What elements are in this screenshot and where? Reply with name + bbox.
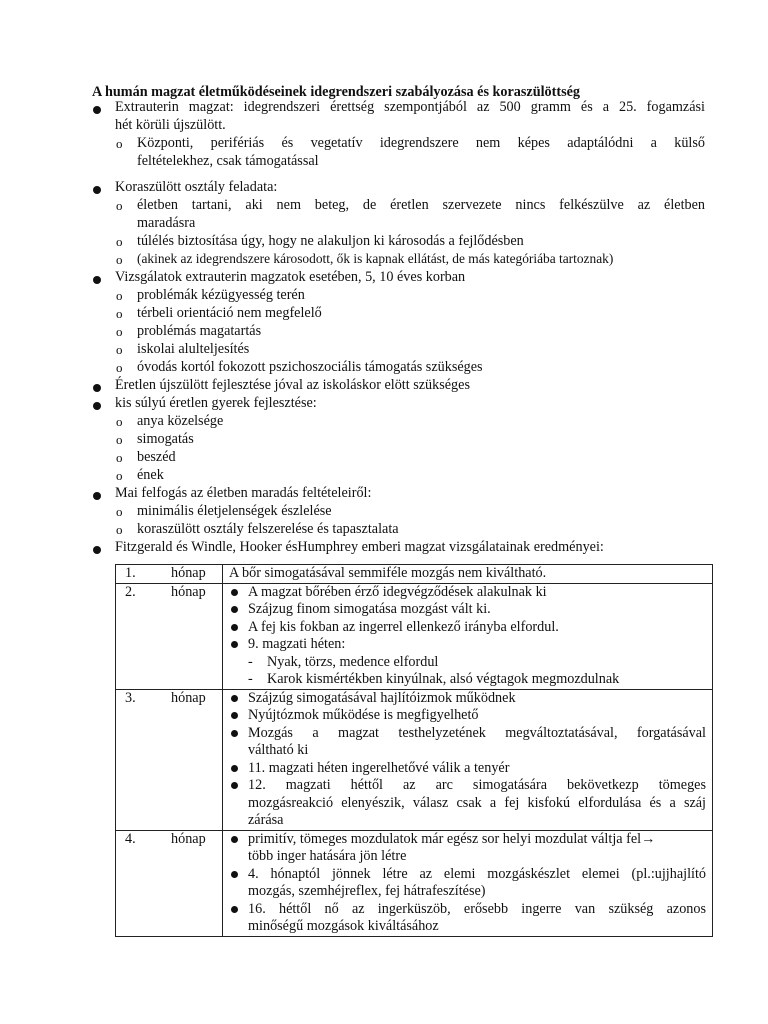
sub-bullet-icon: o bbox=[116, 324, 123, 339]
intro-sub-line-1: Központi, perifériás és vegetatív idegrendszere nem képes adaptálódni a külső bbox=[137, 135, 705, 151]
bullet-icon bbox=[231, 606, 238, 613]
vizsgalatok-item: problémás magatartás bbox=[137, 323, 262, 339]
kissulyu-heading: kis súlyú éretlen gyerek fejlesztése: bbox=[115, 395, 317, 411]
list-item bbox=[223, 725, 712, 760]
month-unit: hónap bbox=[171, 583, 206, 600]
table-row bbox=[116, 830, 713, 936]
month-cell bbox=[116, 689, 223, 830]
kissulyu-item: simogatás bbox=[137, 431, 194, 447]
vizsgalatok-item: iskolai alulteljesítés bbox=[137, 341, 250, 357]
list-item bbox=[223, 619, 712, 637]
bullet-icon bbox=[231, 695, 238, 702]
list-item bbox=[223, 707, 712, 725]
vizsgalatok-heading: Vizsgálatok extrauterin magzatok esetében, 5, 10 éves korban bbox=[115, 269, 466, 285]
row-text: A bőr simogatásával semmiféle mozgás nem kiváltható. bbox=[229, 565, 547, 581]
list-item bbox=[223, 831, 712, 866]
item-text-cont: minőségű mozgások kiváltásához bbox=[248, 918, 439, 934]
bullet-icon bbox=[93, 186, 101, 194]
koraszulott-heading: Koraszülött osztály feladata: bbox=[115, 179, 278, 195]
item-text: A fej kis fokban az ingerrel ellenkező irányba elfordul. bbox=[248, 618, 559, 635]
item-text: Nyak, törzs, medence elfordul bbox=[267, 653, 439, 670]
kissulyu-item: ének bbox=[137, 467, 164, 483]
sub-bullet-icon: o bbox=[116, 468, 123, 483]
item-text: 16. héttől nő az ingerküszöb, erősebb ingerre van szükség azonos bbox=[248, 900, 706, 917]
vizsgalatok-item: óvodás kortól fokozott pszichoszociális támogatás szükséges bbox=[137, 359, 483, 375]
koraszulott-item: életben tartani, aki nem beteg, de éretlen szervezete nincs felkészülve az életben bbox=[137, 197, 705, 213]
description-cell bbox=[223, 830, 713, 936]
list-item bbox=[223, 584, 712, 602]
list-item bbox=[223, 866, 712, 901]
intro-line-1: Extrauterin magzat: idegrendszeri érettség szempontjából az 500 gramm és a 25. fogamzási bbox=[115, 99, 705, 115]
vizsgalatok-item: térbeli orientáció nem megfelelő bbox=[137, 305, 322, 321]
felfogas-item: koraszülött osztály felszerelése és tapasztalata bbox=[137, 521, 399, 537]
dash-icon: - bbox=[248, 671, 253, 687]
description-cell bbox=[223, 583, 713, 689]
bullet-icon bbox=[231, 589, 238, 596]
month-unit: hónap bbox=[171, 689, 206, 706]
sub-bullet-icon: o bbox=[116, 522, 123, 537]
item-text-cont: több inger hatására jön létre bbox=[248, 848, 407, 864]
item-text: Karok kismértékben kinyúlnak, alsó végtagok megmozdulnak bbox=[267, 671, 620, 687]
item-text: A magzat bőrében érző idegvégződések alakulnak ki bbox=[248, 583, 547, 600]
list-item bbox=[223, 690, 712, 708]
sub-bullet-icon: o bbox=[116, 450, 123, 465]
sub-bullet-icon: o bbox=[116, 288, 123, 303]
bullet-icon bbox=[231, 782, 238, 789]
koraszulott-item: túlélés biztosítása úgy, hogy ne alakuljon ki károsodás a fejlődésben bbox=[137, 233, 524, 249]
month-cell bbox=[116, 830, 223, 936]
intro-sub-line-2: feltételekhez, csak támogatással bbox=[137, 153, 319, 169]
description-cell bbox=[223, 689, 713, 830]
sub-bullet-icon: o bbox=[116, 198, 123, 213]
sub-list-item bbox=[223, 671, 712, 689]
sub-bullet-icon: o bbox=[116, 342, 123, 357]
month-number: 1. bbox=[125, 565, 136, 581]
month-number: 2. bbox=[125, 583, 136, 600]
bullet-icon bbox=[93, 546, 101, 554]
vizsgalatok-item: problémák kézügyesség terén bbox=[137, 287, 305, 303]
fejlesztes-line: Éretlen újszülött fejlesztése jóval az iskoláskor elött szükséges bbox=[115, 377, 470, 393]
sub-bullet-icon: o bbox=[116, 136, 123, 151]
bullet-icon bbox=[93, 276, 101, 284]
bullet-icon bbox=[231, 712, 238, 719]
bullet-icon bbox=[231, 765, 238, 772]
item-text: 4. hónaptól jönnek létre az elemi mozgáskészlet elemei (pl.:ujjhajlító bbox=[248, 865, 706, 882]
table-row bbox=[116, 689, 713, 830]
sub-bullet-icon: o bbox=[116, 360, 123, 375]
item-text: Szájzúg simogatásával hajlítóizmok működnek bbox=[248, 689, 516, 706]
month-cell bbox=[116, 565, 223, 584]
month-unit: hónap bbox=[171, 565, 206, 581]
bullet-icon bbox=[93, 384, 101, 392]
list-item bbox=[223, 777, 712, 830]
item-text-cont: váltható ki bbox=[248, 742, 309, 758]
item-text: Szájzug finom simogatása mozgást vált ki. bbox=[248, 601, 491, 617]
list-item bbox=[223, 901, 712, 936]
table-row bbox=[116, 583, 713, 689]
koraszulott-item-cont: maradásra bbox=[137, 215, 196, 231]
list-item bbox=[223, 636, 712, 654]
item-text: 9. magzati héten: bbox=[248, 636, 346, 652]
bullet-icon bbox=[231, 641, 238, 648]
felfogas-heading: Mai felfogás az életben maradás feltételeiről: bbox=[115, 485, 372, 501]
month-number: 3. bbox=[125, 689, 136, 706]
fitzgerald-heading: Fitzgerald és Windle, Hooker ésHumphrey emberi magzat vizsgálatainak eredményei: bbox=[115, 539, 604, 555]
month-table bbox=[115, 564, 713, 937]
list-item bbox=[223, 760, 712, 778]
item-text-cont: zárása bbox=[248, 812, 284, 828]
kissulyu-item: anya közelsége bbox=[137, 413, 224, 429]
intro-line-2: hét körüli újszülött. bbox=[115, 117, 226, 133]
item-text: Mozgás a magzat testhelyzetének megváltoztatásával, forgatásával bbox=[248, 724, 706, 741]
bullet-icon bbox=[231, 624, 238, 631]
page-title: A humán magzat életműködéseinek idegrendszeri szabályozása és koraszülöttség bbox=[92, 84, 580, 100]
sub-bullet-icon: o bbox=[116, 504, 123, 519]
sub-bullet-icon: o bbox=[116, 414, 123, 429]
koraszulott-item: (akinek az idegrendszere károsodott, ők is kapnak ellátást, de más kategóriába tartoznak) bbox=[137, 251, 614, 266]
sub-bullet-icon: o bbox=[116, 432, 123, 447]
sub-bullet-icon: o bbox=[116, 306, 123, 321]
sub-bullet-icon: o bbox=[116, 252, 123, 267]
item-text: primitív, tömeges mozdulatok már egész sor helyi mozdulat váltja fel bbox=[248, 830, 642, 847]
sub-list-item bbox=[223, 654, 712, 672]
bullet-icon bbox=[93, 106, 101, 114]
month-unit: hónap bbox=[171, 830, 206, 847]
bullet-icon bbox=[93, 402, 101, 410]
month-number: 4. bbox=[125, 830, 136, 847]
item-text: 11. magzati héten ingerelhetővé válik a tenyér bbox=[248, 759, 510, 776]
arrow-right-icon: → bbox=[641, 830, 656, 847]
item-text: 12. magzati héttől az arc simogatására bekövetkezp tömeges bbox=[248, 777, 706, 793]
bullet-icon bbox=[93, 492, 101, 500]
list-item bbox=[223, 601, 712, 619]
kissulyu-item: beszéd bbox=[137, 449, 176, 465]
bullet-icon bbox=[231, 871, 238, 878]
bullet-icon bbox=[231, 906, 238, 913]
table-row bbox=[116, 565, 713, 584]
item-text-cont: mozgásreakció elenyészik, válasz csak a fej kisfokú elfordulása és a száj bbox=[248, 794, 706, 811]
bullet-icon bbox=[231, 836, 238, 843]
item-text: Nyújtózmok működése is megfigyelhető bbox=[248, 707, 479, 723]
bullet-icon bbox=[231, 730, 238, 737]
description-cell bbox=[223, 565, 713, 584]
felfogas-item: minimális életjelenségek észlelése bbox=[137, 503, 332, 519]
dash-icon: - bbox=[248, 653, 253, 670]
item-text-cont: mozgás, szemhéjreflex, fej hátrafeszítése) bbox=[248, 883, 486, 899]
month-cell bbox=[116, 583, 223, 689]
sub-bullet-icon: o bbox=[116, 234, 123, 249]
